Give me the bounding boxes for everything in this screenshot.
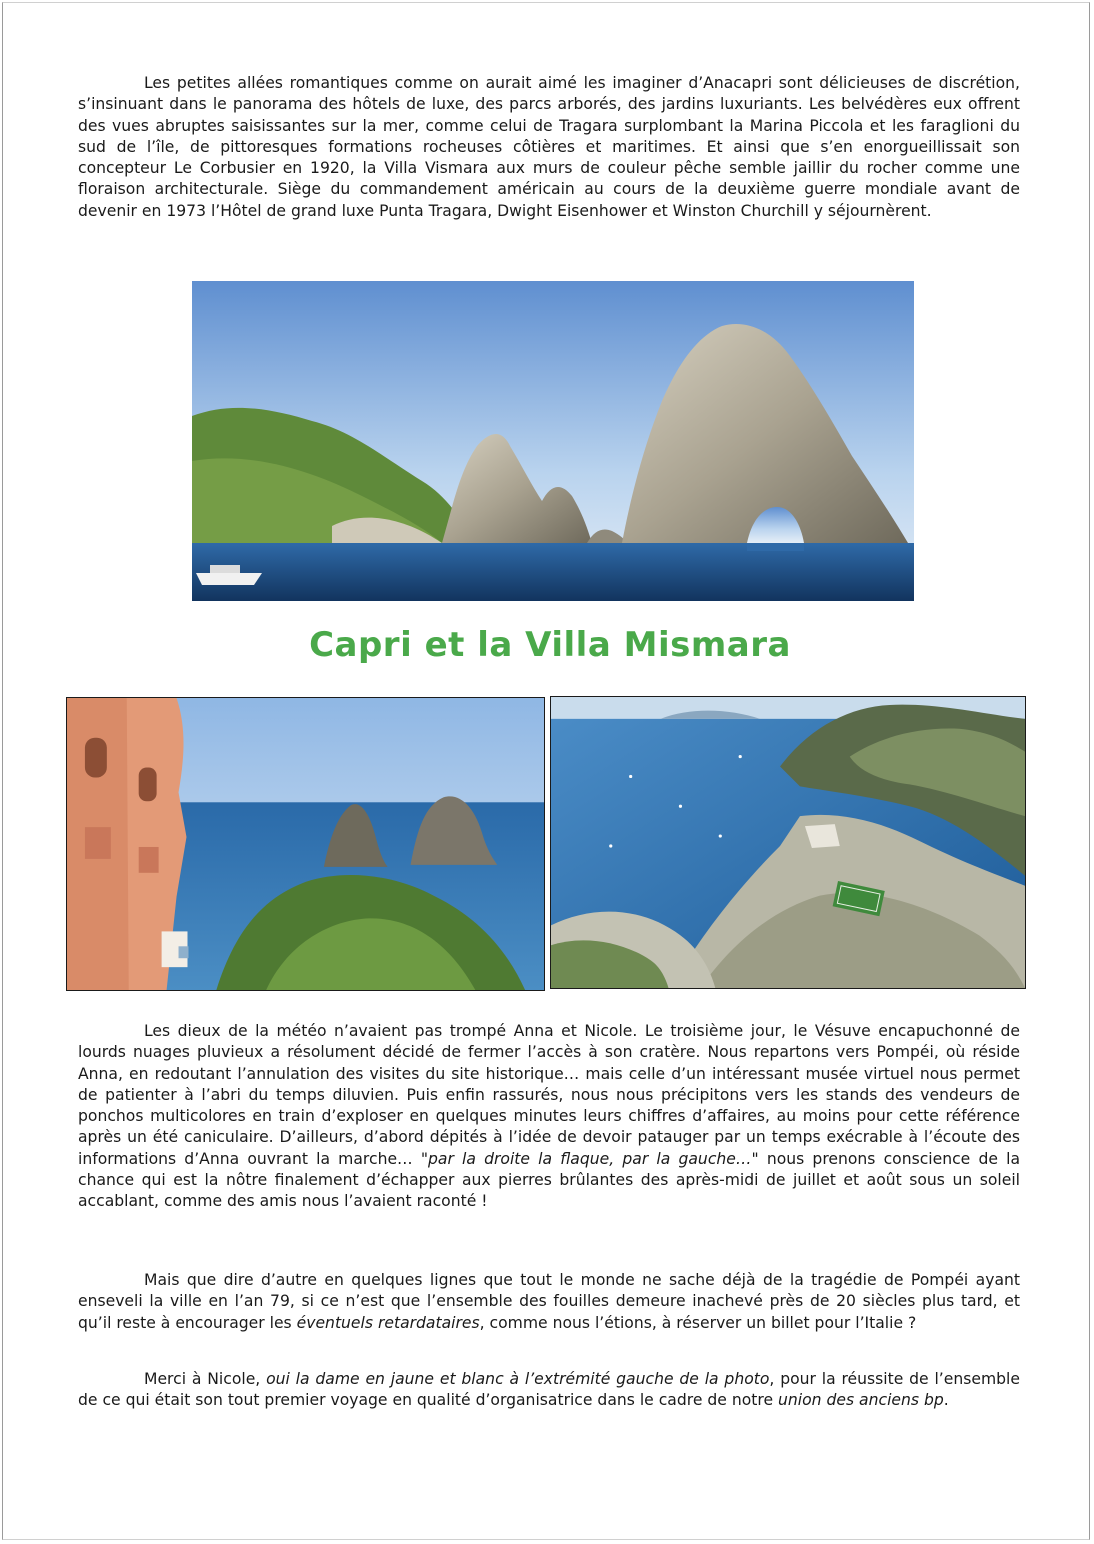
paragraph-quote: "par la droite la flaque, par la gauche…" [420, 1149, 759, 1168]
paragraph-meteo-pompei [78, 1021, 1020, 1213]
villa-vismara-photo [66, 697, 545, 991]
document-page [2, 2, 1090, 1540]
paragraph-text: . [943, 1391, 949, 1410]
paragraph-emphasis: éventuels retardataires [296, 1313, 480, 1332]
paragraph-text: Les dieux de la météo n’avaient pas trompé Anna et Nicole. Le troisième jour, le Vésuve encapuchonné de lourds nuages pluvieux a résolument décidé de fermer l’accès à son cratère. Nous repartons vers Pompéi, où réside Anna, en redoutant l’annulation des visites du site historique… mais celle d’un intéressant musée virtuel nous permet de patienter à l’abri du temps diluvien. Puis enfin rassurés, nous nous précipitons vers les stands des vendeurs de ponchos multicolores en train d’exploser en quelques minutes leurs chiffres d’affaires, au moins pour cette référence après un été caniculaire. D’ailleurs, d’abord dépités à l’idée de devoir patauger par un temps exécrable à l’écoute des informations d’Anna ouvrant la marche… [78, 1022, 1020, 1168]
marina-grande-aerial-photo [550, 696, 1026, 989]
paragraph-text: nous prenons conscience de la chance qui est la nôtre finalement d’échapper aux pierres brûlantes des après-midi de juillet et août sous un soleil accablant, comme des amis nous l’avaient raconté ! [78, 1149, 1020, 1211]
paragraph-text: , comme nous l’étions, à réserver un billet pour l’Italie ? [479, 1313, 917, 1332]
paragraph-text: , pour la réussite de l’ensemble de ce qui était son tout premier voyage en qualité d’organisatrice dans le cadre de notre [78, 1370, 1020, 1410]
paragraph-remerciements [78, 1369, 1020, 1412]
paragraph-intro-anacapri: Les petites allées romantiques comme on aurait aimé les imaginer d’Anacapri sont délicieuses de discrétion, s’insinuant dans le panorama des hôtels de luxe, des parcs arborés, des jardins luxuriants. Les belvédères eux offrent des vues abruptes saisissantes sur la mer, comme celui de Tragara surplombant la Marina Piccola et les faraglioni du sud de l’île, de pittoresques formations rocheuses côtières et maritimes. Et ainsi que s’en enorgueillissait son concepteur Le Corbusier en 1920, la Villa Vismara aux murs de couleur pêche semble jaillir du rocher comme une floraison architecturale. Siège du commandement américain au cours de la deuxième guerre mondiale avant de devenir en 1973 l’Hôtel de grand luxe Punta Tragara, Dwight Eisenhower et Winston Churchill y séjournèrent. [78, 74, 1020, 220]
faraglioni-panorama-photo [192, 281, 914, 601]
page-title: Capri et la Villa Mismara [309, 625, 791, 665]
paragraph-pompei-tragedie [78, 1270, 1020, 1334]
paragraph-emphasis: union des anciens bp [778, 1391, 944, 1410]
paragraph-text: Merci à Nicole, [144, 1370, 267, 1388]
paragraph-emphasis: oui la dame en jaune et blanc à l’extrémité gauche de la photo [266, 1370, 770, 1388]
paragraph-text: Mais que dire d’autre en quelques lignes que tout le monde ne sache déjà de la tragédie de Pompéi ayant enseveli la ville en l’an 79, si ce n’est que l’ensemble des fouilles demeure inachevé près de 20 siècles plus tard, et qu’il reste à encourager les [78, 1271, 1020, 1332]
